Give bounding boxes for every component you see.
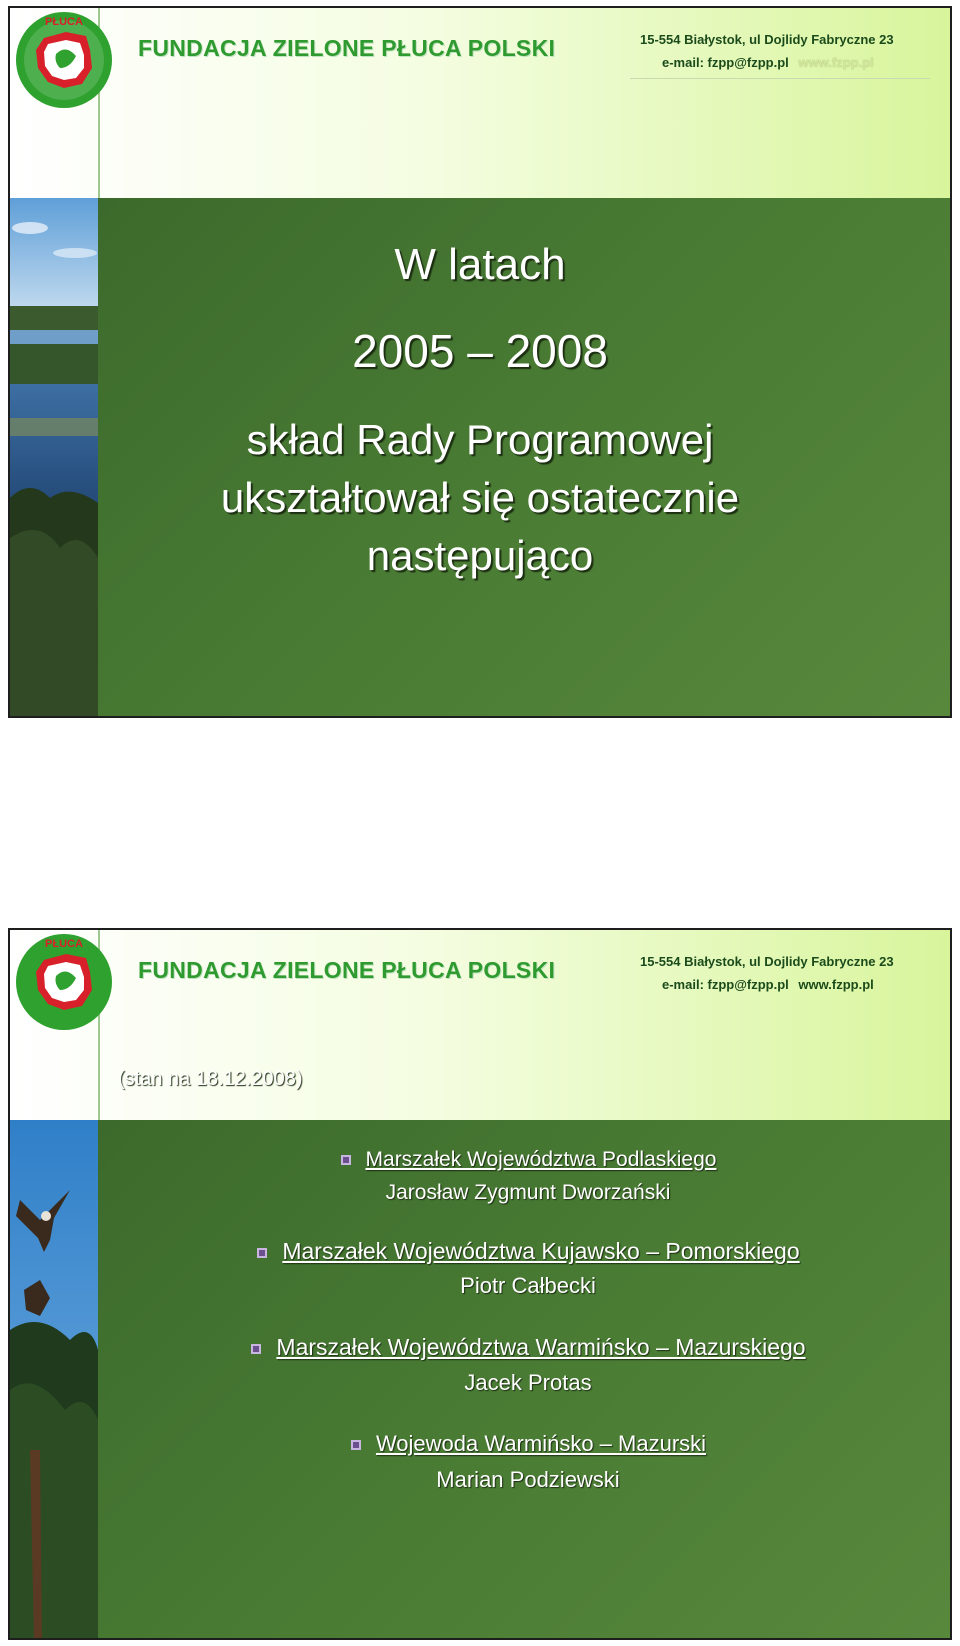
slide-1 [8,6,952,718]
foundation-logo-icon [14,932,114,1032]
member-name-1: Jarosław Zygmunt Dworzański [385,1181,671,1204]
member-name-4: Marian Podziewski [436,1467,620,1492]
slide-text-line-1: skład Rady Programowej [246,416,714,463]
member-role-4: Wojewoda Warmińsko – Mazurski [96,1431,960,1457]
org-address: 15-554 Białystok, ul Dojlidy Fabryczne 23 [640,32,894,47]
member-role-2: Marszałek Województwa Kujawsko – Pomorskiego [96,1238,960,1265]
bullet-icon [350,1439,362,1451]
foundation-logo-icon [14,10,114,110]
contact-row [662,55,874,70]
slide-header [10,930,950,1120]
bullet-icon [250,1343,262,1355]
org-name: FUNDACJA ZIELONE PŁUCA POLSKI [138,35,556,61]
org-website-link[interactable]: www.fzpp.pl [798,977,874,992]
years-range: 2005 – 2008 [352,325,608,377]
org-website-link[interactable]: www.fzpp.pl [798,55,874,70]
member-role-1: Marszałek Województwa Podlaskiego [96,1148,960,1172]
slide-title: W latach [394,240,566,289]
slide-text-line-2: ukształtował się ostatecznie [220,474,740,521]
org-email[interactable]: e-mail: fzpp@fzpp.pl [662,977,789,992]
logo-text-top: PŁUCA [45,938,83,950]
header-rule [630,78,930,79]
bullet-icon [340,1154,352,1166]
status-date: (stan na 18.12.2008) [118,1068,303,1090]
member-name-2: Piotr Całbecki [460,1273,596,1298]
eagle-photo [10,1120,98,1640]
org-name: FUNDACJA ZIELONE PŁUCA POLSKI [138,957,556,983]
bullet-icon [256,1247,268,1259]
logo-text-top: PŁUCA [45,16,83,28]
contact-row [662,977,874,992]
member-role-3: Marszałek Województwa Warmińsko – Mazurskiego [96,1334,960,1361]
org-email[interactable]: e-mail: fzpp@fzpp.pl [662,55,789,70]
slide-text-line-3: następująco [366,532,594,579]
member-name-3: Jacek Protas [464,1370,592,1395]
slide-header [10,8,950,198]
org-address: 15-554 Białystok, ul Dojlidy Fabryczne 23 [640,954,894,969]
